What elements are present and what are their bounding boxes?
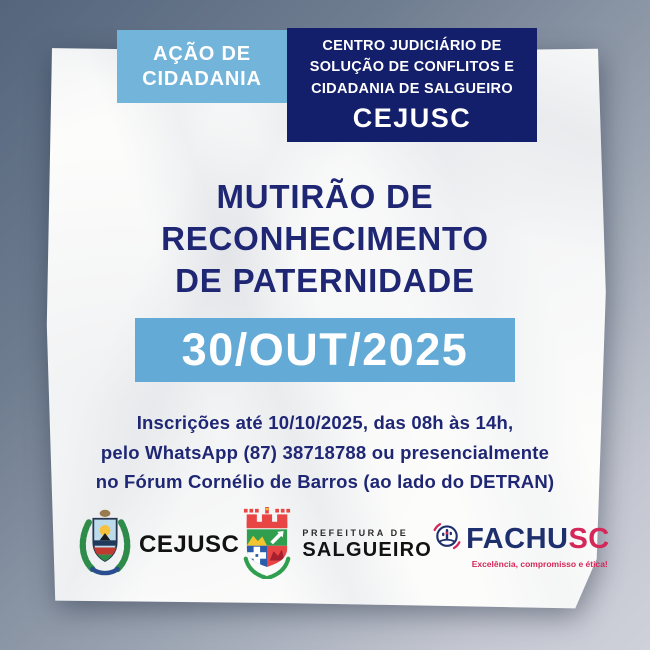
- fachusc-name-primary: FACHU: [466, 523, 569, 555]
- fachusc-badge-icon: [432, 521, 462, 558]
- event-date: 30/OUT/2025: [181, 324, 469, 375]
- org-name-line2: SOLUÇÃO DE CONFLITOS E: [309, 59, 515, 76]
- title-line2: RECONHECIMENTO: [161, 219, 489, 257]
- details-line1: Inscrições até 10/10/2025, das 08h às 14h,: [136, 412, 514, 433]
- salgueiro-crest-icon: [239, 507, 295, 584]
- org-name-line3: CIDADANIA DE SALGUEIRO: [311, 80, 513, 97]
- partner-logos-row: [78, 505, 610, 585]
- fachusc-tagline: Excelência, compromisso e ética!: [471, 559, 608, 569]
- cejusc-org-box: [287, 28, 537, 142]
- fachusc-wordmark-row: [432, 521, 610, 558]
- salgueiro-line2: SALGUEIRO: [302, 539, 433, 561]
- title-line1: MUTIRÃO DE: [216, 178, 434, 215]
- pernambuco-crest-icon: [78, 508, 132, 583]
- details-line3: no Fórum Cornélio de Barros (ao lado do DETRAN): [95, 471, 555, 493]
- org-name-line1: CENTRO JUDICIÁRIO DE: [322, 38, 502, 55]
- cejusc-logo-label: CEJUSC: [139, 531, 240, 558]
- details-line2: pelo WhatsApp (87) 38718788 ou presencialmente: [100, 441, 550, 463]
- fachusc-name: [466, 523, 610, 556]
- event-date-band: [135, 318, 515, 382]
- fachusc-logo: [432, 521, 610, 569]
- salgueiro-logo-text: [302, 528, 432, 562]
- org-acronym: CEJUSC: [352, 102, 472, 133]
- registration-details: [0, 408, 650, 497]
- salgueiro-line1: PREFEITURA DE: [302, 528, 409, 538]
- salgueiro-logo: [239, 507, 432, 584]
- fachusc-name-accent: SC: [568, 523, 610, 555]
- event-title: [0, 176, 650, 302]
- badge-text: AÇÃO DE CIDADANIA: [142, 42, 262, 90]
- action-citizenship-badge: [117, 30, 287, 103]
- title-line3: DE PATERNIDADE: [175, 261, 475, 299]
- cejusc-logo: [78, 508, 239, 583]
